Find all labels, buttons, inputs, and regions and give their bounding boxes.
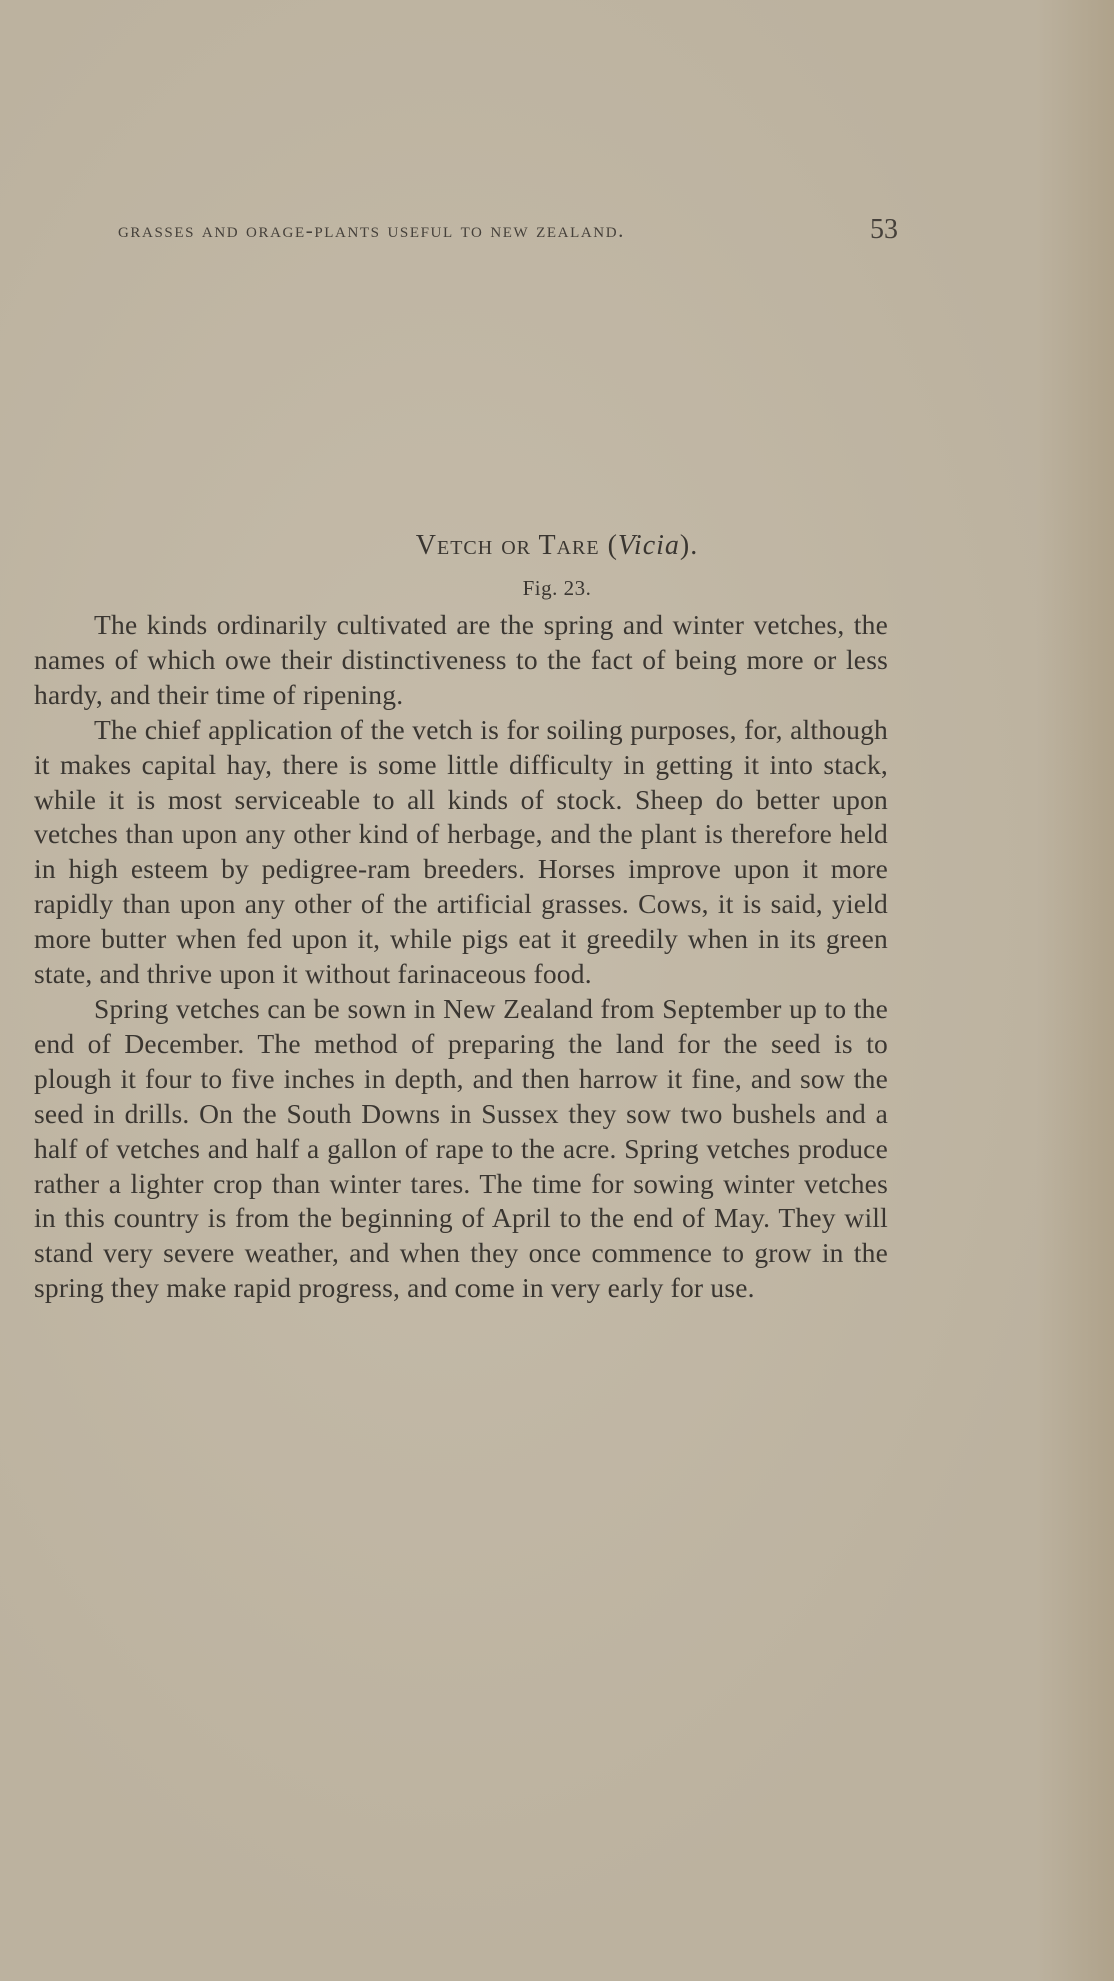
section-heading-latin-name: Vicia [617, 530, 680, 561]
paragraph-1: The kinds ordinarily cultivated are the spring and winter vetches, the names of which owe their distinctiveness to the fact of being more or less hardy, and their time of ripening. [34, 609, 888, 710]
section-heading-common-name: Vetch or Tare [415, 530, 600, 561]
page-number: 53 [870, 214, 898, 245]
body-text [34, 608, 888, 1306]
running-head [118, 216, 898, 252]
paragraph-3: Spring vetches can be sown in New Zealand from September up to the end of December. The method of preparing the land for the seed is to plough it four to five inches in depth, and then harrow it fine, and sow the seed in drills. On the South Downs in Sussex they sow two bushels and a half of vetches and half a gallon of rape to the acre. Spring vetches produce rather a lighter crop than winter tares. The time for sowing winter vetches in this country is from the beginning of April to the end of May. They will stand very severe weather, and when they once commence to grow in the spring they make rapid progress, and come in very early for use. [34, 992, 888, 1304]
paragraph-2: The chief application of the vetch is for soiling purposes, for, although it makes capital hay, there is some little difficulty in getting it into stack, while it is most serviceable to all kinds of stock. Sheep do better upon vetches than upon any other kind of herbage, and the plant is therefore held in high esteem by pedigree-ram breeders. Horses improve upon it more rapidly than upon any other of the artificial grasses. Cows, it is said, yield more butter when fed upon it, while pigs eat it greedily when in its green state, and thrive upon it without farinaceous food. [34, 713, 888, 990]
figure-label: Fig. 23. [522, 576, 592, 600]
section-heading: Vetch or Tare (Vicia). [415, 530, 699, 561]
running-head-title: grasses and orage-plants useful to new zealand. [118, 218, 626, 242]
